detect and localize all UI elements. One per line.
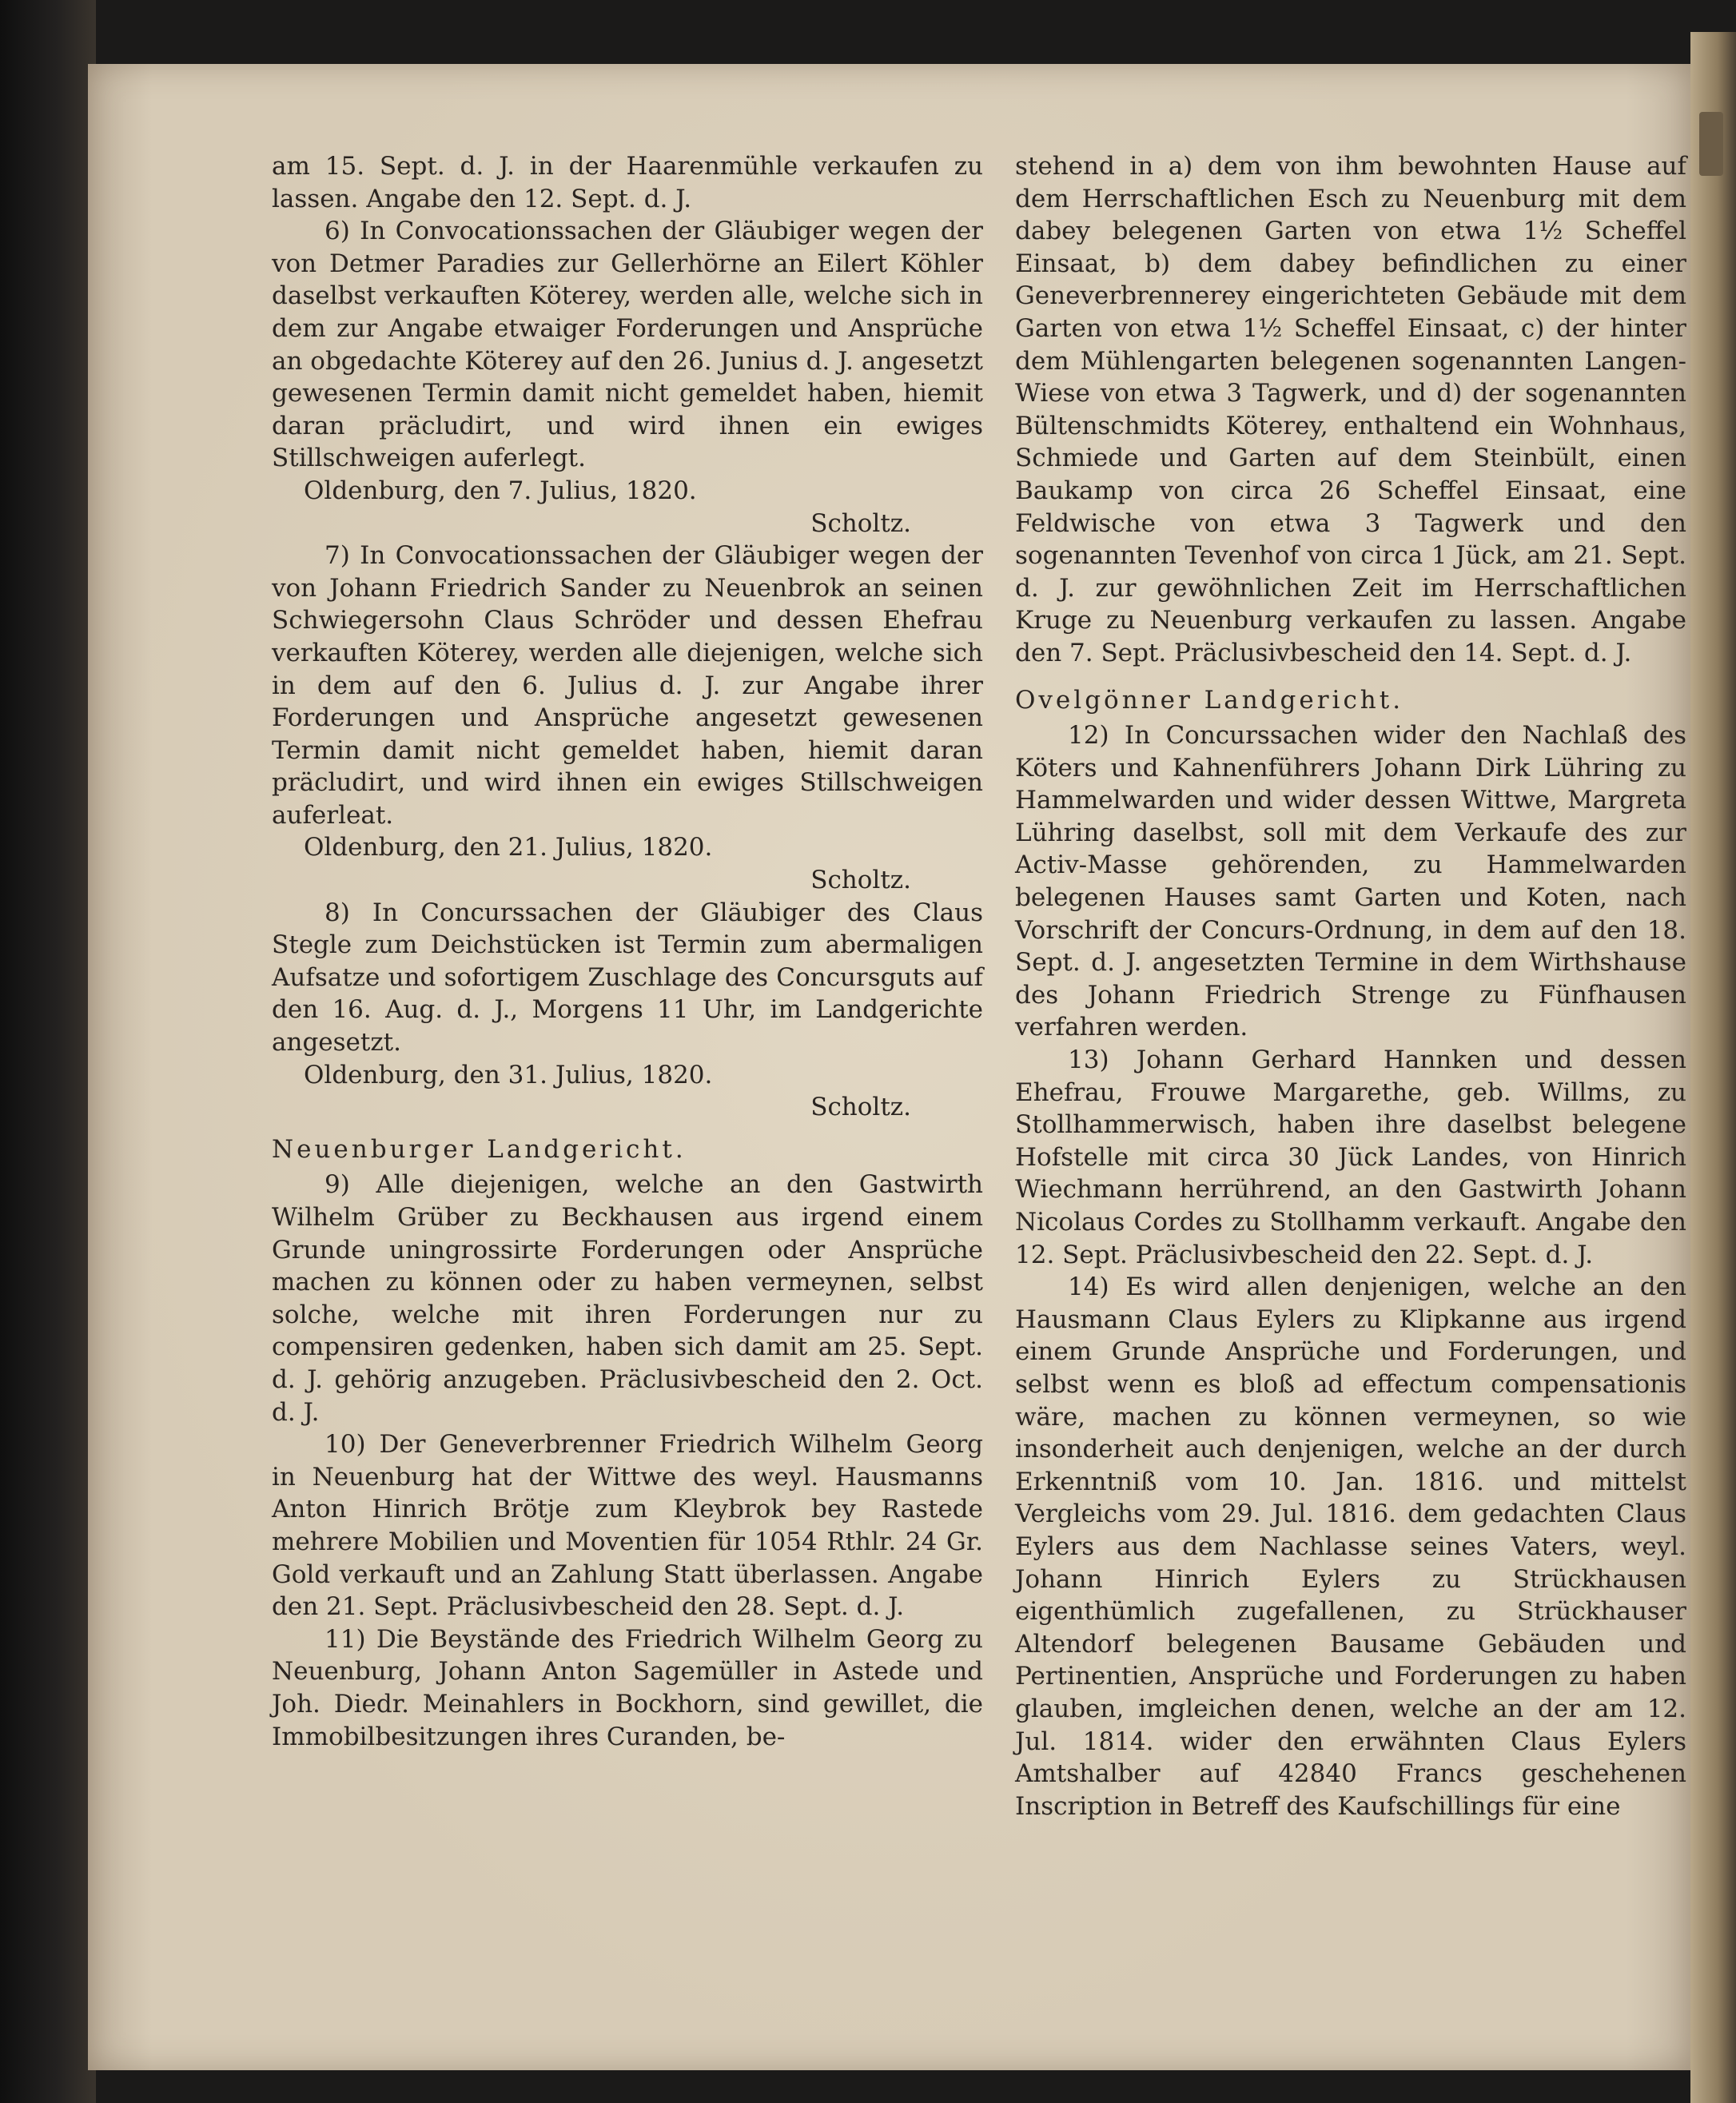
signature: Scholtz. (810, 1093, 911, 1122)
notice-item-14: 14) Es wird allen denjenigen, welche an den Hausmann Claus Eylers zu Klipkanne aus irgend einem Grunde Ansprüche und Forderungen, und selbst wenn es bloß ad effectum compensationis wäre, machen zu können vermeynen, so wie insonderheit auch denjenigen, welche an der durch Erkenntniß vom 10. Jan. 1816. und mittelst Vergleichs vom 29. Jul. 1816. dem gedachten Claus Eylers aus dem Nachlasse seines Vaters, weyl. Johann Hinrich Eylers zu Strückhausen eigenthümlich zugefallenen, zu Strückhauser Altendorf belegenen Bausame Gebäuden und Pertinentien, Ansprüche und Forderungen zu haben glauben, imgleichen denen, welche an der am 12. Jul. 1814. wider den erwähnten Claus Eylers Amtshalber auf 42840 Francs geschehenen Inscription in Betreff des Kaufschillings für eine (1015, 1273, 1686, 1821)
edge-mark (1699, 112, 1723, 176)
binding-shadow (0, 0, 96, 2103)
paragraph: am 15. Sept. d. J. in der Haarenmühle verkaufen zu lassen. Angabe den 12. Sept. d. J. (272, 152, 983, 213)
place-date: Oldenburg, den 21. Julius, 1820. (304, 833, 713, 862)
paragraph: stehend in a) dem von ihm bewohnten Hause auf dem Herrschaftlichen Esch zu Neuenburg mit dem dabey belegenen Garten von etwa 1½ Scheffel Einsaat, b) dem dabey befindlichen zu einer Geneverbrennerey eingerichteten Gebäude mit dem Garten von etwa 1½ Scheffel Einsaat, c) der hinter dem Mühlengarten belegenen sogenannten Langen-Wiese von etwa 3 Tagwerk, und d) der sogenannten Bültenschmidts Köterey, enthaltend ein Wohnhaus, Schmiede und Garten auf dem Steinbült, einen Baukamp von circa 26 Scheffel Einsaat, eine Feldwische von etwa 3 Tagwerk und den sogenannten Tevenhof von circa 1 Jück, am 21. Sept. d. J. zur gewöhnlichen Zeit im Herrschaftlichen Kruge zu Neuenburg verkaufen zu lassen. Angabe den 7. Sept. Präclusivbescheid den 14. Sept. d. J. (1015, 152, 1686, 667)
notice-item-11: 11) Die Beystände des Friedrich Wilhelm Georg zu Neuenburg, Johann Anton Sagemüller in Astede und Joh. Diedr. Meinahlers in Bockhorn, sind gewillet, die Immobilbesitzungen ihres Curanden, be- (272, 1624, 983, 1751)
right-column (1015, 150, 1686, 1822)
place-date: Oldenburg, den 31. Julius, 1820. (304, 1060, 713, 1089)
place-date: Oldenburg, den 7. Julius, 1820. (304, 476, 697, 505)
notice-item-7: 7) In Convocationssachen der Gläubiger wegen der von Johann Friedrich Sander zu Neuenbrok an seinen Schwiegersohn Claus Schröder und dessen Ehefrau verkauften Köterey, werden alle diejenigen, welche sich in dem auf den 6. Julius d. J. zur Angabe ihrer Forderungen und Ansprüche angesetzt gewesenen Termin damit nicht gemeldet haben, hiemit daran präcludirt, und wird ihnen ein ewiges Stillschweigen auferleat. (272, 541, 983, 830)
notice-item-13: 13) Johann Gerhard Hannken und dessen Ehefrau, Frouwe Margarethe, geb. Willms, zu Stollhammerwisch, haben ihre daselbst belegene Hofstelle mit circa 30 Jück Landes, von Hinrich Wiechmann herrührend, an den Gastwirth Johann Nicolaus Cordes zu Stollhamm verkauft. Angabe den 12. Sept. Präclusivbescheid den 22. Sept. d. J. (1015, 1046, 1686, 1269)
section-heading: Neuenburger Landgericht. (272, 1134, 687, 1164)
signature: Scholtz. (810, 508, 911, 538)
signature: Scholtz. (810, 866, 911, 895)
notice-item-12: 12) In Concurssachen wider den Nachlaß des Köters und Kahnenführers Johann Dirk Lühring zu Hammelwarden und wider dessen Wittwe, Margreta Lühring daselbst, soll mit dem Verkaufe des zur Activ-Masse gehörenden, zu Hammelwarden belegenen Hauses samt Garten und Koten, nach Vorschrift der Concurs-Ordnung, in dem auf den 18. Sept. d. J. angesetzten Termine in dem Wirthshause des Johann Friedrich Strenge zu Fünfhausen verfahren werden. (1015, 721, 1686, 1042)
notice-item-8: 8) In Concurssachen der Gläubiger des Claus Stegle zum Deichstücken ist Termin zum abermaligen Aufsatze und sofortigem Zuschlage des Concursguts auf den 16. Aug. d. J., Morgens 11 Uhr, im Landgerichte angesetzt. (272, 898, 983, 1057)
page-edge-strip (1690, 32, 1736, 2103)
notice-item-6: 6) In Convocationssachen der Gläubiger wegen der von Detmer Paradies zur Gellerhörne an Eilert Köhler daselbst verkauften Köterey, werden alle, welche sich in dem zur Angabe etwaiger Forderungen und Ansprüche an obgedachte Köterey auf den 26. Junius d. J. angesetzt gewesenen Termin damit nicht gemeldet haben, hiemit daran präcludirt, und wird ihnen ein ewiges Stillschweigen auferlegt. (272, 217, 983, 473)
notice-item-10: 10) Der Geneverbrenner Friedrich Wilhelm Georg in Neuenburg hat der Wittwe des weyl. Hausmanns Anton Hinrich Brötje zum Kleybrok bey Rastede mehrere Mobilien und Moventien für 1054 Rthlr. 24 Gr. Gold verkauft und an Zahlung Statt überlassen. Angabe den 21. Sept. Präclusivbescheid den 28. Sept. d. J. (272, 1430, 983, 1622)
notice-item-9: 9) Alle diejenigen, welche an den Gastwirth Wilhelm Grüber zu Beckhausen aus irgend einem Grunde uningrossirte Forderungen oder Ansprüche machen zu können oder zu haben vermeynen, selbst solche, welche mit ihren Forderungen nur zu compensiren gedenken, haben sich damit am 25. Sept. d. J. gehörig anzugeben. Präclusivbescheid den 2. Oct. d. J. (272, 1170, 983, 1427)
left-column (272, 150, 983, 1753)
section-heading: Ovelgönner Landgericht. (1015, 685, 1404, 715)
